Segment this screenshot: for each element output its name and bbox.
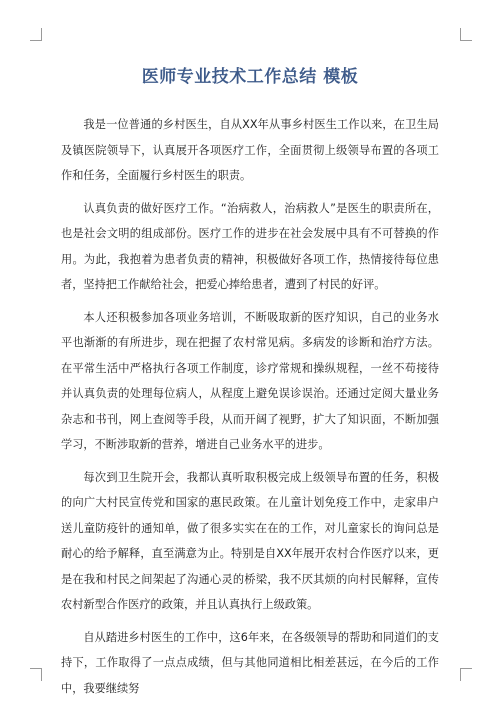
paragraph-2: 认真负责的做好医疗工作。“治病救人，治病救人”是医生的职责所在，也是社会文明的组成部份。医疗工作的进步在社会发展中具有不可替换的作用。为此，我抱着为患者负责的精神，积极做好各项工作，热情接待每位患者，坚持把工作献给社会，把爱心捧给患者，遭到了村民的好评。 <box>61 201 439 291</box>
crop-mark-bottom-left <box>30 668 42 681</box>
crop-mark-top-left <box>30 28 42 41</box>
crop-mark-top-right <box>460 28 472 41</box>
paragraph-3: 本人还积极参加各项业务培训，不断吸取新的医疗知识，自己的业务水平也渐渐的有所进步，现在把握了农村常见病。多病发的诊断和治疗方法。在平常生活中严格执行各项工作制度，诊疗常规和操纵规程，一丝不苟接待并认真负责的处理每位病人，从程度上避免误诊误治。还通过定阅大量业务杂志和书刊，网上查阅等手段，从而开阔了视野，扩大了知识面，不断加强学习，不断涉取新的营养，增进自己业务水平的进步。 <box>61 310 439 451</box>
document-body <box>61 112 439 708</box>
paragraph-5: 自从踏进乡村医生的工作中，这6年来，在各级领导的帮助和同道们的支持下，工作取得了一点点成绩，但与其他同道相比相差甚远，在今后的工作中，我要继续努 <box>61 630 439 695</box>
paragraph-1: 我是一位普通的乡村医生，自从XX年从事乡村医生工作以来，在卫生局及镇医院领导下，认真展开各项医疗工作，全面贯彻上级领导布置的各项工作和任务，全面履行乡村医生的职责。 <box>61 118 439 182</box>
document-title: 医师专业技术工作总结 模板 <box>141 67 359 87</box>
paragraph-4: 每次到卫生院开会，我都认真听取积极完成上级领导布置的任务，积极的向广大村民宣传党和国家的惠民政策。在儿童计划免疫工作中，走家串户送儿童防疫针的通知单，做了很多实实在在的工作，对儿童家长的询问总是耐心的给予解释，直至满意为止。特别是自XX年展开农村合作医疗以来，更是在我和村民之间架起了沟通心灵的桥梁，我不厌其烦的向村民解释，宣传农村新型合作医疗的政策，并且认真执行上级政策。 <box>61 470 439 611</box>
crop-mark-bottom-right <box>460 668 472 681</box>
